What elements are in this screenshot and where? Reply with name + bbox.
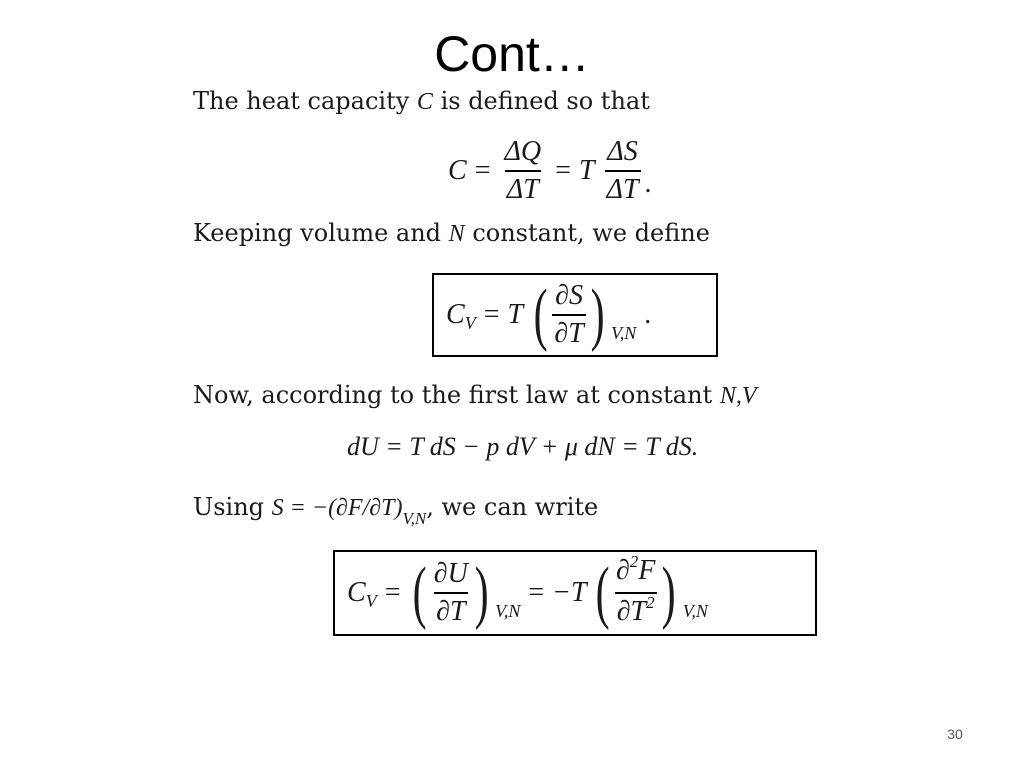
- eq-lhs: C: [347, 577, 366, 608]
- text-fragment: , we can write: [426, 493, 599, 521]
- subscript-vn: V,N: [495, 600, 521, 621]
- fraction-numerator: ΔQ: [504, 136, 542, 167]
- left-paren: (: [533, 276, 548, 353]
- eq-minus-temperature: −T: [552, 577, 587, 608]
- math-variable: N: [448, 221, 465, 247]
- eq-lhs: C: [448, 155, 467, 186]
- paragraph-first-law: [193, 380, 757, 411]
- equation-heat-capacity: [448, 136, 652, 206]
- subscript-vn: V,N: [682, 600, 708, 621]
- text-fragment: is defined so that: [432, 87, 650, 115]
- eq-temperature: T: [507, 299, 524, 330]
- equals-sign: =: [528, 577, 545, 608]
- eq-lhs: C: [446, 299, 465, 330]
- right-paren: ): [662, 554, 677, 631]
- equals-sign: =: [474, 155, 491, 186]
- left-paren: (: [595, 554, 610, 631]
- text-fragment: constant, we define: [464, 219, 710, 247]
- fraction-numerator: [614, 552, 657, 592]
- fraction-denominator: ΔT: [505, 170, 541, 206]
- equals-sign: =: [384, 577, 401, 608]
- fraction-dq-dt: [502, 136, 543, 206]
- fraction-partial-s-t: [552, 280, 585, 350]
- partial-t: ∂T: [616, 596, 647, 627]
- fraction-numerator: ∂U: [433, 558, 468, 589]
- paragraph-keeping-constant: [193, 218, 710, 249]
- fraction-numerator: ΔS: [607, 136, 638, 167]
- eq-lhs-subscript: V: [365, 590, 377, 611]
- superscript: 2: [646, 593, 655, 612]
- fraction-second-partial-f-t: [614, 552, 657, 631]
- paragraph-using-entropy: [193, 492, 599, 528]
- paragraph-heat-capacity: [193, 86, 650, 117]
- equals-sign: =: [555, 155, 571, 186]
- math-variable: N,V: [719, 383, 757, 409]
- text-fragment: Now, according to the first law at constant: [193, 381, 720, 409]
- right-paren: ): [474, 554, 489, 631]
- page-number: 30: [947, 726, 963, 742]
- left-paren: (: [413, 554, 428, 631]
- fraction-denominator: [615, 592, 657, 631]
- equation-cv-definition-box: [432, 273, 718, 357]
- text-fragment: Using: [193, 493, 272, 521]
- fraction-denominator: ΔT: [605, 170, 641, 206]
- fraction-partial-u-t: [432, 558, 470, 628]
- fraction-numerator: ∂S: [555, 280, 583, 311]
- fraction-ds-dt: [605, 136, 641, 206]
- fraction-denominator: ∂T: [434, 592, 467, 628]
- right-paren: ): [590, 276, 605, 353]
- equation-cv-final-box: [333, 550, 817, 636]
- equals-sign: =: [483, 299, 500, 330]
- math-variable: C: [416, 89, 433, 115]
- fraction-denominator: ∂T: [552, 314, 585, 350]
- eq-period: .: [644, 168, 652, 199]
- partial-symbol: ∂: [615, 555, 630, 586]
- slide-title: Cont…: [434, 26, 590, 82]
- function-f: F: [638, 555, 656, 586]
- math-entropy-relation: S = −(∂F/∂T): [271, 495, 403, 521]
- eq-lhs-subscript: V: [464, 312, 476, 333]
- text-fragment: The heat capacity: [193, 87, 417, 115]
- eq-period: .: [644, 299, 652, 330]
- equation-first-law: dU = T dS − p dV + μ dN = T dS.: [347, 432, 699, 461]
- text-fragment: Keeping volume and: [193, 219, 449, 247]
- subscript-vn: V,N: [402, 509, 427, 528]
- subscript-vn: V,N: [611, 322, 637, 343]
- eq-temperature: T: [578, 155, 595, 186]
- superscript: 2: [629, 552, 639, 571]
